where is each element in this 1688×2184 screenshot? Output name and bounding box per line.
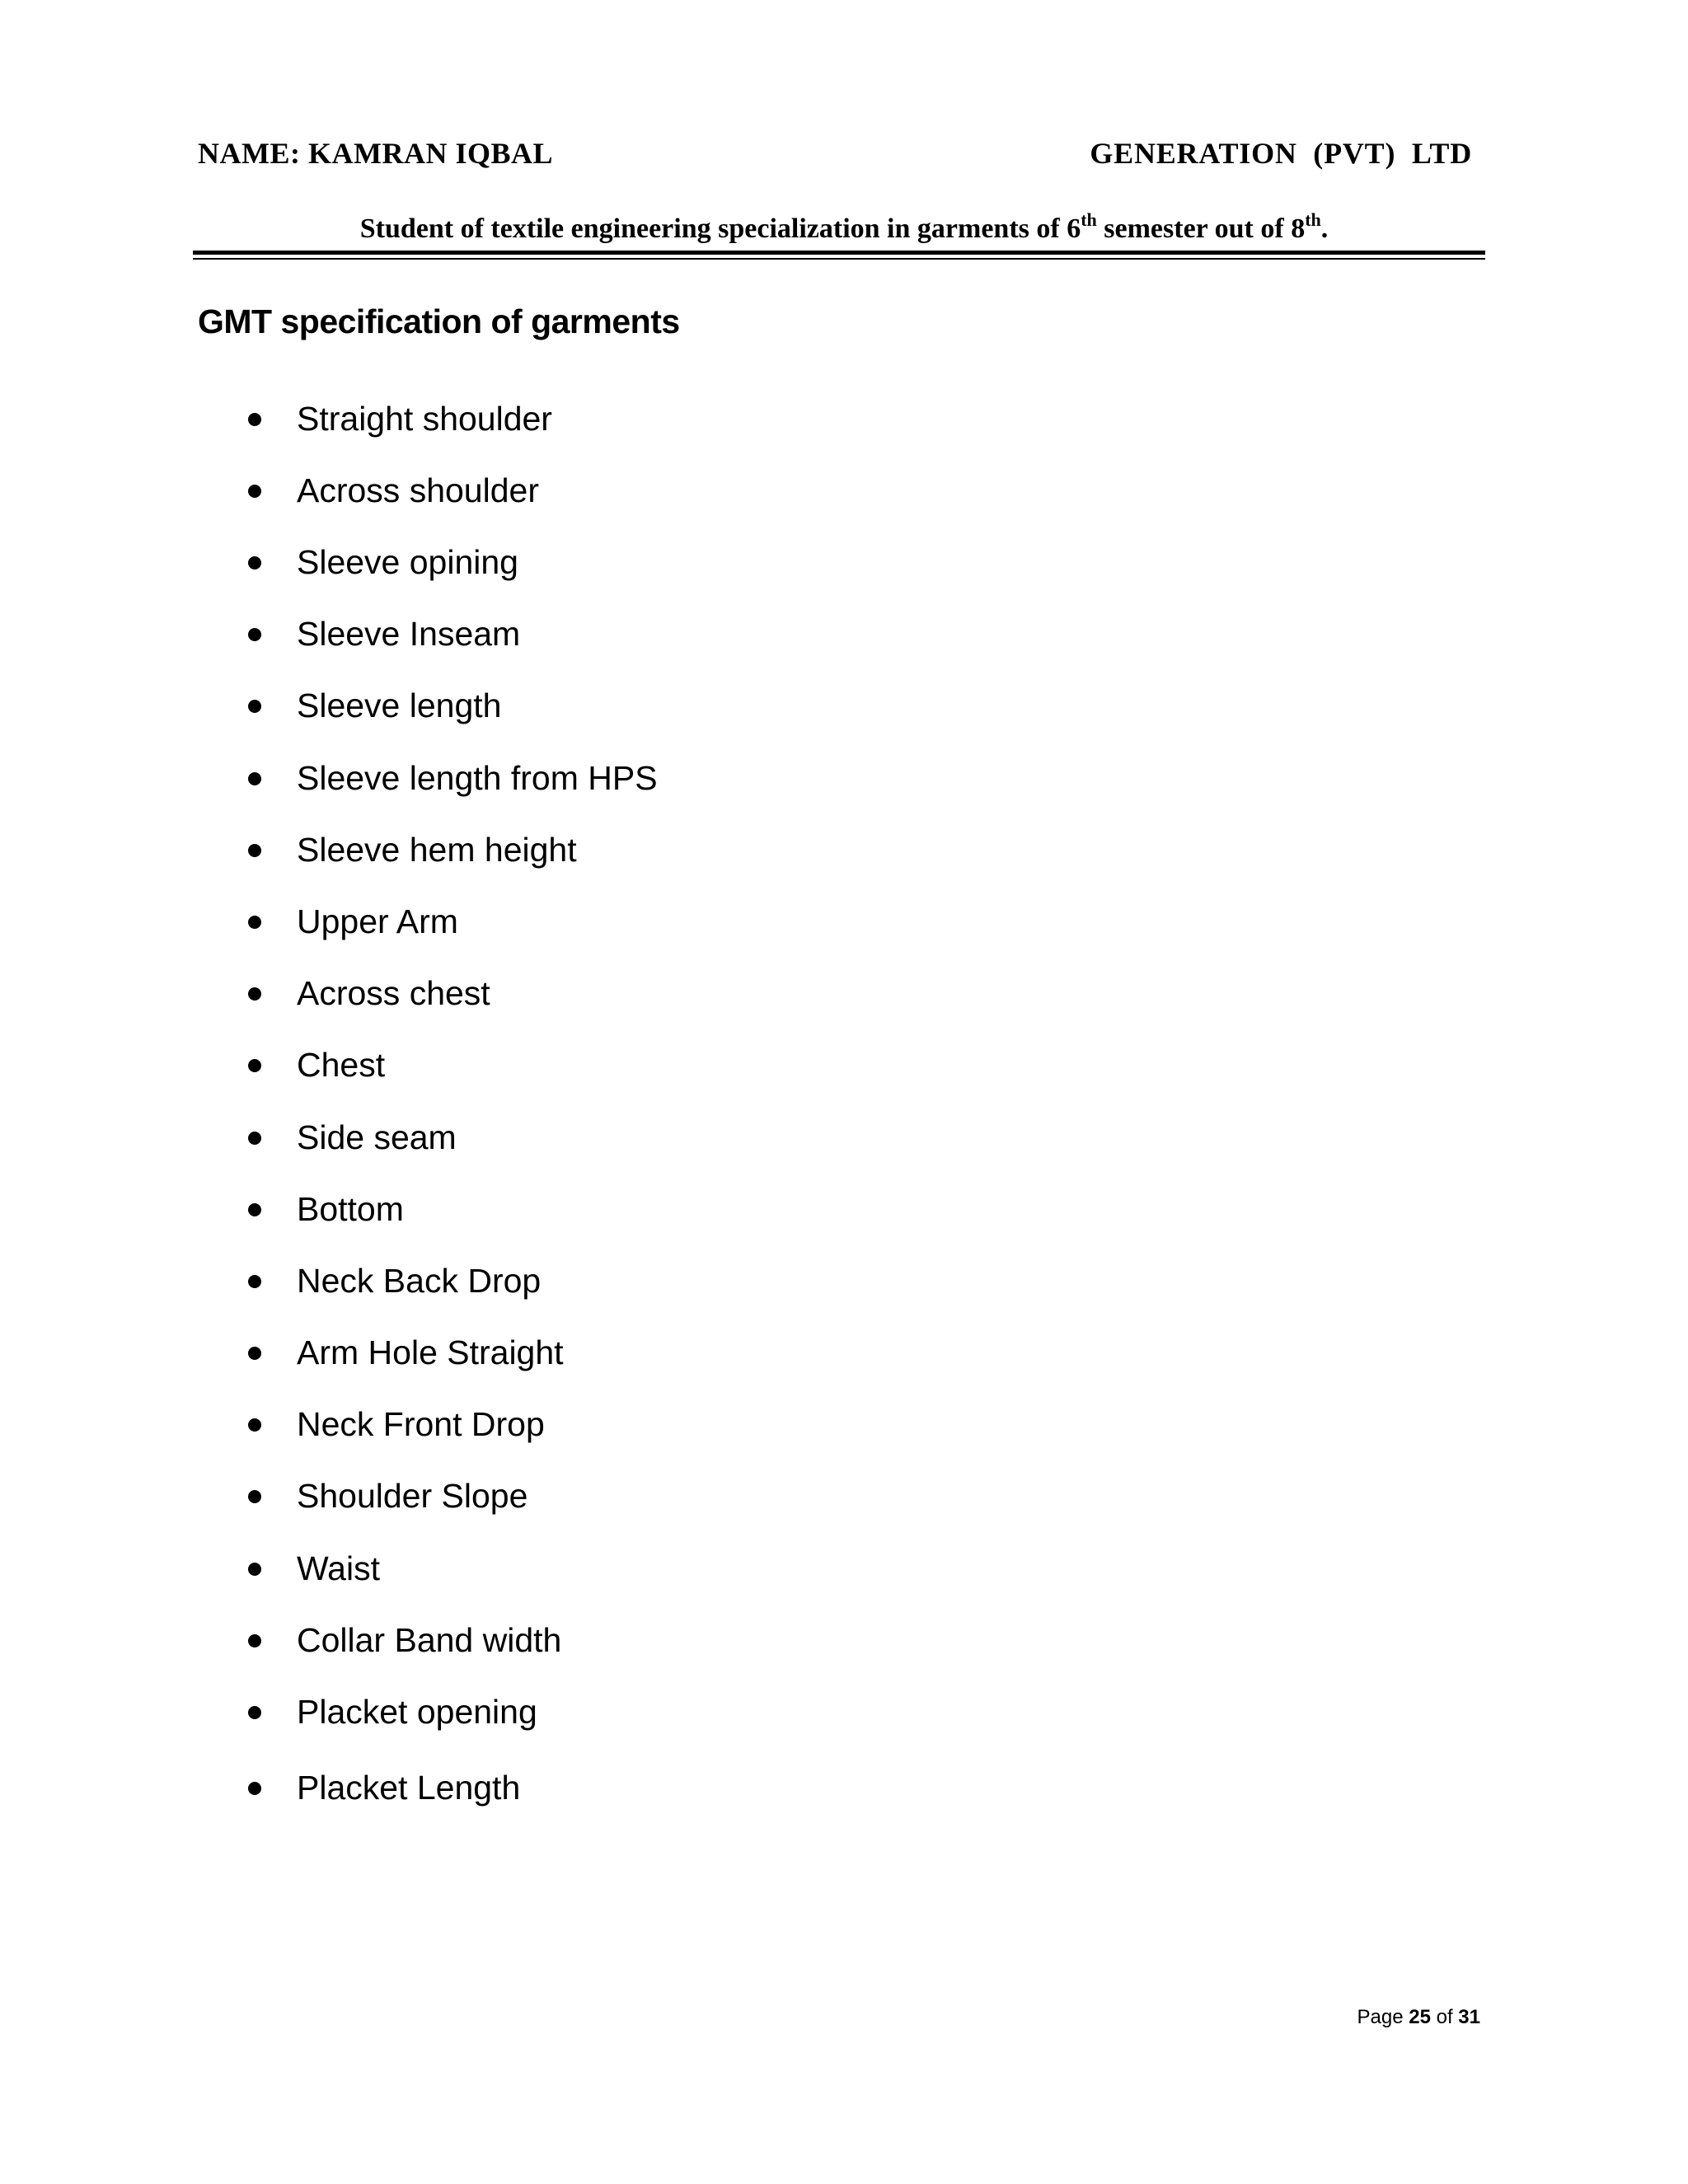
of-label: of — [1430, 2006, 1459, 2028]
list-item-text: Arm Hole Straight — [297, 1333, 564, 1371]
page-label: Page — [1357, 2006, 1409, 2028]
bullet-icon — [248, 1203, 261, 1216]
page-footer — [1357, 2004, 1480, 2031]
list-item-text: Upper Arm — [297, 902, 458, 940]
subtitle-text: . — [1320, 213, 1329, 244]
bullet-icon — [248, 628, 261, 641]
bullet-icon — [248, 485, 261, 498]
list-item-text: Neck Front Drop — [297, 1405, 545, 1443]
list-item-text: Straight shoulder — [297, 400, 552, 438]
bullet-icon — [248, 1347, 261, 1360]
subtitle-superscript: th — [1305, 209, 1321, 230]
bullet-icon — [248, 1782, 261, 1795]
bullet-icon — [248, 1634, 261, 1647]
bullet-icon — [248, 916, 261, 929]
bullet-icon — [248, 413, 261, 426]
list-item-text: Sleeve opining — [297, 543, 518, 581]
bullet-icon — [248, 700, 261, 713]
list-item-text: Side seam — [297, 1118, 457, 1156]
list-item-text: Sleeve length — [297, 687, 502, 724]
list-item-text: Neck Back Drop — [297, 1262, 542, 1300]
list-item-text: Across shoulder — [297, 471, 539, 509]
list-item-text: Chest — [297, 1046, 386, 1084]
bullet-icon — [248, 1706, 261, 1719]
company-name: GENERATION (PVT) LTD — [1090, 137, 1472, 170]
bullet-icon — [248, 987, 261, 1001]
bullet-icon — [248, 1563, 261, 1576]
list-item-text: Sleeve length from HPS — [297, 759, 658, 797]
bullet-icon — [248, 772, 261, 785]
list-item-text: Across chest — [297, 974, 490, 1012]
subtitle-text: Student of textile engineering specialization in garments of 6 — [359, 213, 1081, 244]
bullet-icon — [248, 556, 261, 569]
subtitle-text: semester out of 8 — [1096, 213, 1306, 244]
subtitle-superscript: th — [1081, 209, 1097, 230]
bullet-icon — [248, 1059, 261, 1072]
list-item-text: Sleeve Inseam — [297, 615, 521, 653]
section-title: GMT specification of garments — [198, 302, 680, 340]
list-item-text: Placket Length — [297, 1769, 521, 1807]
bullet-icon — [248, 1418, 261, 1432]
total-pages: 31 — [1458, 2006, 1480, 2028]
list-item-text: Placket opening — [297, 1693, 537, 1731]
bullet-icon — [248, 1132, 261, 1145]
author-name: NAME: KAMRAN IQBAL — [198, 137, 553, 170]
page-number: 25 — [1409, 2006, 1431, 2028]
list-item-text: Waist — [297, 1549, 380, 1587]
bullet-icon — [248, 844, 261, 857]
list-item-text: Collar Band width — [297, 1621, 562, 1659]
list-item-text: Shoulder Slope — [297, 1477, 528, 1515]
bullet-icon — [248, 1275, 261, 1288]
list-item-text: Bottom — [297, 1190, 404, 1228]
list-item-text: Sleeve hem height — [297, 831, 577, 869]
bullet-icon — [248, 1490, 261, 1503]
